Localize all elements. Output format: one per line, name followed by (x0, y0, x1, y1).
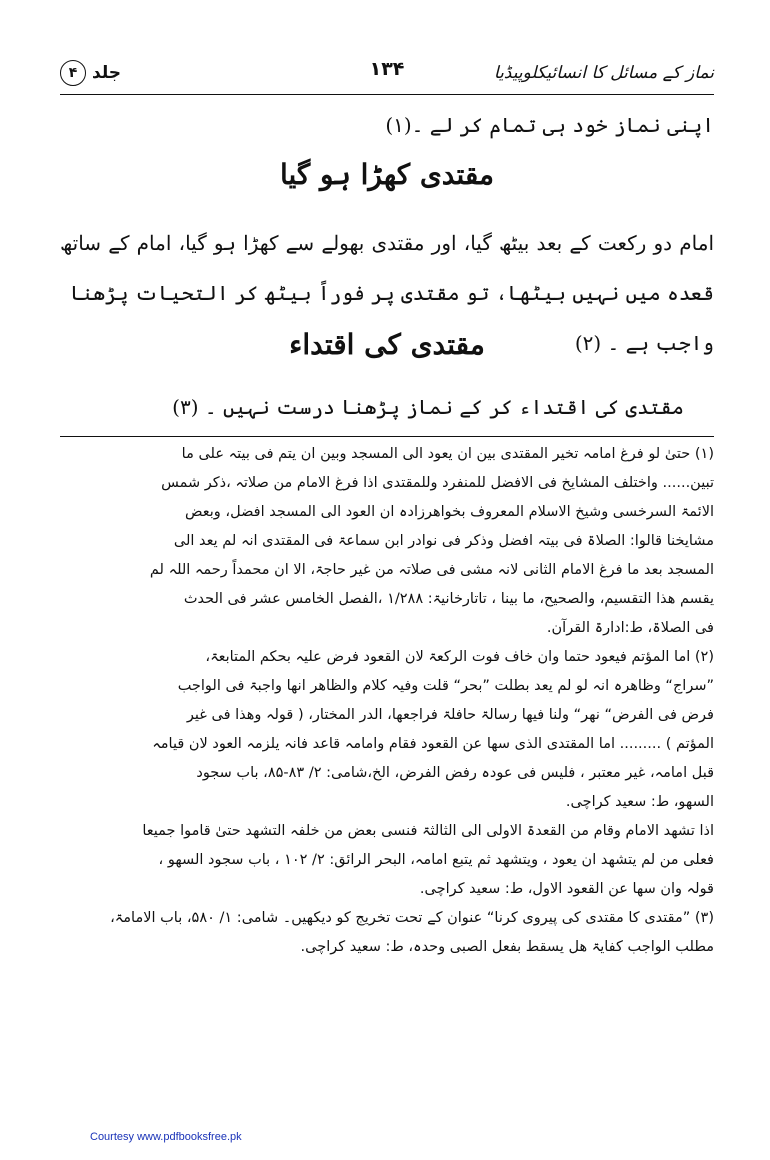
running-title: نماز کے مسائل کا انسائیکلوپیڈیا (493, 63, 714, 83)
footnote-line: ”سراج“ وظاھرہ انہ لو لم یعد بطلت ”بحر“ قلت وفیہ کلام والظاھر انھا واجبۃ فی الواجب (177, 678, 714, 694)
footnote-line: تبین...... واختلف المشایخ فی الافضل للمنفرد وللمقتدی اذا فرغ الامام من صلاتہ ،ذکر شمس (161, 475, 714, 491)
footnote-line: الائمۃ السرخسی وشیخ الاسلام المعروف بخواھرزادہ ان العود الی المسجد افضل، وبعض (185, 504, 714, 520)
intro-line: اپنی نماز خود ہی تمام کر لے ۔(۱) (385, 113, 714, 137)
footnote-line: مطلب الواجب کفایۃ ھل یسقط بفعل الصبی وحدہ، ط: سعید کراچی. (300, 939, 714, 955)
volume-indicator (60, 60, 121, 86)
footnote-line: فرض فی الفرض“ نھر“ ولنا فیھا رسالۃ حافلۃ فراجعھا، الدر المختار، ( قولہ وھذا فی غیر (186, 707, 714, 723)
header-rule (60, 94, 714, 95)
section-heading-muqtadi-khada: مقتدی کھڑا ہو گیا (279, 158, 495, 191)
footnote-line: فعلی من لم یتشھد ان یعود ، ویتشھد ثم یتبع امامہ، البحر الرائق: ۲/ ۱۰۲ ، باب سجود السھو ، (158, 852, 714, 868)
footnote-line: المسجد بعد ما فرغ الامام الثانی لانہ مشی فی صلاتہ من غیر حاجۃ، الا ان محمداً رحمہ اللہ لم (149, 562, 714, 578)
courtesy-link[interactable]: Courtesy www.pdfbooksfree.pk (90, 1131, 242, 1143)
paragraph-line: قعدہ میں نہیں بیٹھا، تو مقتدی پر فوراً بیٹھ کر التحیات پڑھنا واجب ہے ۔ (۲) (69, 281, 714, 355)
page-number: ۱۳۴ (369, 58, 405, 80)
footnote-line: السھو، ط: سعید کراچی. (565, 794, 714, 810)
footnote-line: المؤتم ) ......... اما المقتدی الذی سھا عن القعود فقام وامامہ قاعد فانہ یلزمہ العود لان قیامہ (152, 736, 714, 752)
volume-label: جلد (92, 63, 122, 83)
footnotes (60, 440, 714, 962)
paragraph-line: امام دو رکعت کے بعد بیٹھ گیا، اور مقتدی بھولے سے کھڑا ہو گیا، امام کے ساتھ (60, 231, 714, 255)
footnote-divider (60, 436, 714, 437)
footnote-line: یقسم ھذا التقسیم، والصحیح، ما بینا ، تاتارخانیۃ: ۱/۲۸۸ ،الفصل الخامس عشر فی الحدث (183, 591, 714, 607)
page-header (60, 58, 714, 94)
footnote-line: (۳) ”مقتدی کا مقتدی کی پیروی کرنا“ عنوان کے تحت تخریج کو دیکھیں۔ شامی: ۱/ ۵۸۰، باب الامامۃ، (110, 910, 714, 926)
footnote-line: (۲) اما المؤتم فیعود حتما وان خاف فوت الرکعۃ لان القعود فرض علیہ بحکم المتابعۃ، (205, 649, 714, 665)
section-heading-muqtadi-iqtida: مقتدی کی اقتداء (289, 328, 485, 361)
footnote-line: مشایخنا قالوا: الصلاۃ فی بیتہ افضل وذکر فی نوادر ابن سماعۃ فی المقتدی انہ لم یعد الی (173, 533, 714, 549)
footnote-line: فی الصلاۃ، ط:ادارۃ القرآن. (546, 620, 714, 636)
footnote-line: (۱) حتیٰ لو فرغ امامہ تخیر المقتدی بین ان یعود الی المسجد وبین ان یتم فی بیتہ علی ما (181, 446, 714, 462)
paragraph-line: مقتدی کی اقتداء کر کے نماز پڑھنا درست نہیں ۔ (۳) (172, 395, 684, 419)
footnote-line: قولہ وان سھا عن القعود الاول، ط: سعید کراچی. (419, 881, 714, 897)
footnote-line: قبل امامہ، غیر معتبر ، فلیس فی عودہ رفض الفرض، الخ،شامی: ۲/ ۸۳-۸۵، باب سجود (196, 765, 714, 781)
footnote-line: اذا تشھد الامام وقام من القعدۃ الاولی الی الثالثۃ فنسی بعض من خلفہ التشھد حتیٰ قاموا جمیعا (142, 823, 714, 839)
volume-number-circle: ۴ (60, 60, 86, 86)
